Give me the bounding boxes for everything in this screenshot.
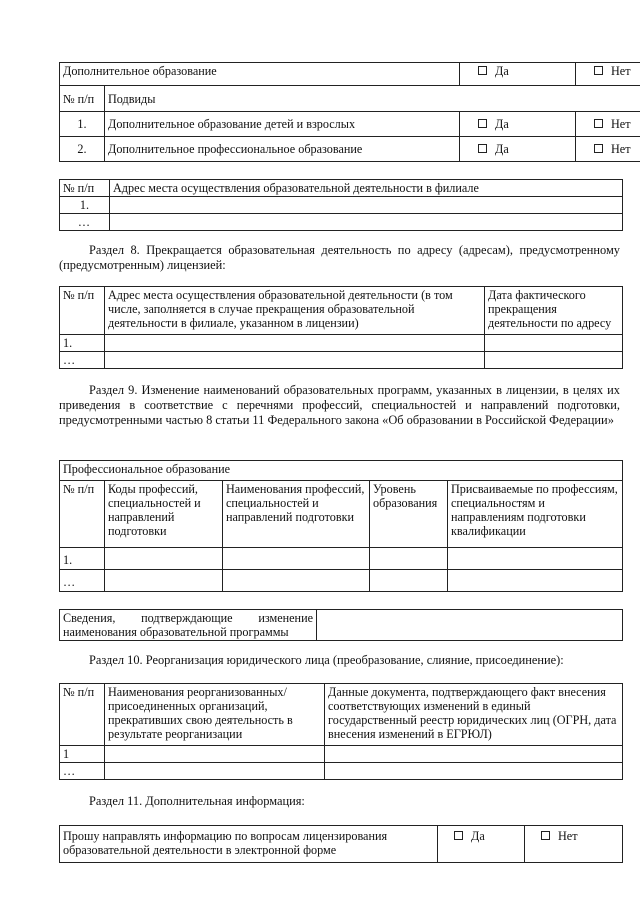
num-header: № п/п <box>60 180 110 197</box>
no-option[interactable]: Нет <box>525 826 623 863</box>
section8-table <box>59 286 623 369</box>
yes-option[interactable]: Да <box>460 112 576 137</box>
checkbox-icon[interactable] <box>454 831 463 840</box>
yes-option[interactable]: Да <box>460 63 576 86</box>
section11-table <box>59 825 623 863</box>
row-number: 1. <box>60 548 105 570</box>
row-number: 1. <box>60 197 110 214</box>
document-cell[interactable] <box>325 763 623 780</box>
professional-education-title: Профессиональное образование <box>60 461 623 481</box>
address-cell[interactable] <box>105 335 485 352</box>
section11-text: Раздел 11. Дополнительная информация: <box>89 794 305 808</box>
additional-education-table <box>59 62 640 162</box>
codes-cell[interactable] <box>105 548 223 570</box>
row-more: … <box>60 763 105 780</box>
names-header: Наименования профессий, специальностей и направлений подготовки <box>223 481 370 548</box>
no-option[interactable]: Нет <box>576 137 640 162</box>
qualification-cell[interactable] <box>448 570 623 592</box>
qualification-header: Присваиваемые по профессиям, специальностям и направлениям подготовки квалификации <box>448 481 623 548</box>
electronic-request-label: Прошу направлять информацию по вопросам лицензирования образовательной деятельности в электронной форме <box>60 826 438 863</box>
codes-header: Коды профессий, специальностей и направлений подготовки <box>105 481 223 548</box>
num-header: № п/п <box>60 684 105 746</box>
address-cell[interactable] <box>110 197 623 214</box>
checkbox-icon[interactable] <box>594 66 603 75</box>
address-cell[interactable] <box>110 214 623 231</box>
address-header: Адрес места осуществления образовательной деятельности (в том числе, заполняется в случае прекращения образовательной деятельности в филиале, указанном в лицензии) <box>105 287 485 335</box>
names-cell[interactable] <box>223 548 370 570</box>
row-number: 1 <box>60 746 105 763</box>
subtype-label: Дополнительное профессиональное образование <box>105 137 460 162</box>
date-cell[interactable] <box>485 335 623 352</box>
checkbox-icon[interactable] <box>478 119 487 128</box>
row-number: 1. <box>60 112 105 137</box>
branch-address-header: Адрес места осуществления образовательной деятельности в филиале <box>110 180 623 197</box>
section9-table <box>59 460 623 592</box>
checkbox-icon[interactable] <box>478 66 487 75</box>
orgs-cell[interactable] <box>105 763 325 780</box>
level-cell[interactable] <box>370 548 448 570</box>
section10-table <box>59 683 623 780</box>
row-more: … <box>60 214 110 231</box>
num-header: № п/п <box>60 86 105 112</box>
address-cell[interactable] <box>105 352 485 369</box>
orgs-header: Наименования реорганизованных/ присоединенных организаций, прекративших свою деятельность в результате реорганизации <box>105 684 325 746</box>
document-cell[interactable] <box>325 746 623 763</box>
no-option[interactable]: Нет <box>576 63 640 86</box>
yes-option[interactable]: Да <box>460 137 576 162</box>
orgs-cell[interactable] <box>105 746 325 763</box>
row-number: 2. <box>60 137 105 162</box>
num-header: № п/п <box>60 481 105 548</box>
row-number: 1. <box>60 335 105 352</box>
num-header: № п/п <box>60 287 105 335</box>
checkbox-icon[interactable] <box>594 119 603 128</box>
date-header: Дата фактического прекращения деятельности по адресу <box>485 287 623 335</box>
names-cell[interactable] <box>223 570 370 592</box>
branch-address-table <box>59 179 623 231</box>
additional-education-title: Дополнительное образование <box>60 63 460 86</box>
level-cell[interactable] <box>370 570 448 592</box>
qualification-cell[interactable] <box>448 548 623 570</box>
date-cell[interactable] <box>485 352 623 369</box>
row-more: … <box>60 352 105 369</box>
checkbox-icon[interactable] <box>541 831 550 840</box>
document-header: Данные документа, подтверждающего факт внесения соответствующих изменений в единый государственный реестр юридических лиц (ОГРН, дата внесения изменений в ЕГРЮЛ) <box>325 684 623 746</box>
section10-text: Раздел 10. Реорганизация юридического лица (преобразование, слияние, присоединение): <box>89 653 564 667</box>
subtypes-header: Подвиды <box>105 86 640 112</box>
level-header: Уровень образования <box>370 481 448 548</box>
yes-option[interactable]: Да <box>438 826 525 863</box>
codes-cell[interactable] <box>105 570 223 592</box>
confirmation-table <box>59 609 623 641</box>
checkbox-icon[interactable] <box>478 144 487 153</box>
section9-text: Раздел 9. Изменение наименований образовательных программ, указанных в лицензии, в целях их приведения в соответствие с перечнями профессий, специальностей и направлений подготовки, предусмотренными частью 8 статьи 11 Федерального закона «Об образовании в Российской Федерации» <box>59 383 620 427</box>
row-more: … <box>60 570 105 592</box>
confirmation-cell[interactable] <box>317 610 623 641</box>
section8-text: Раздел 8. Прекращается образовательная деятельность по адресу (адресам), предусмотренному (предусмотренным) лицензией: <box>59 243 620 272</box>
confirmation-label: Сведения, подтверждающие изменение наименования образовательной программы <box>60 610 317 641</box>
checkbox-icon[interactable] <box>594 144 603 153</box>
subtype-label: Дополнительное образование детей и взрослых <box>105 112 460 137</box>
no-option[interactable]: Нет <box>576 112 640 137</box>
